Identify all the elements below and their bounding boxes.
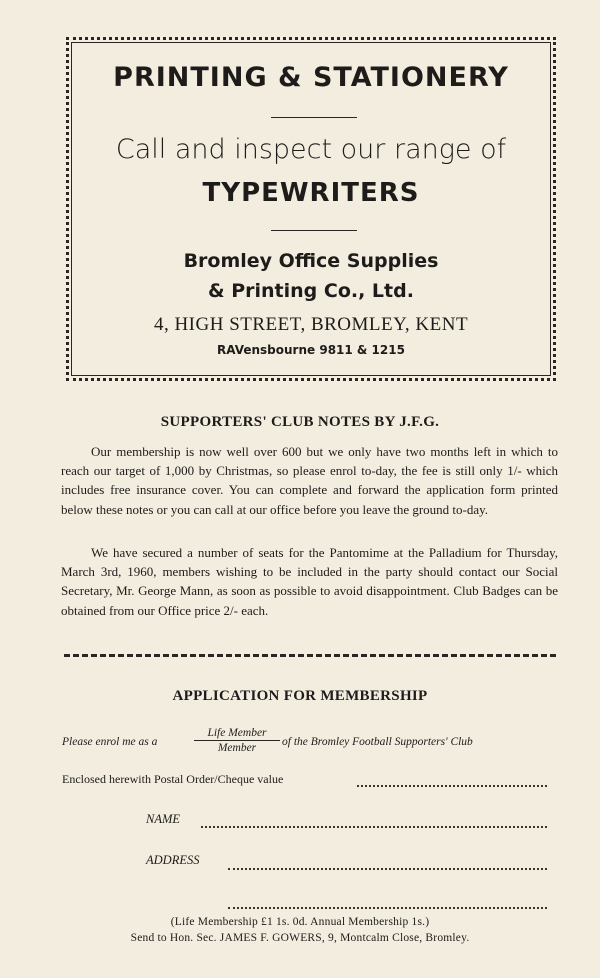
advert-divider — [271, 230, 357, 231]
advert-tagline: Call and inspect our range of — [115, 134, 507, 165]
enrol-prefix: Please enrol me as a — [62, 736, 158, 748]
name-field — [201, 826, 547, 828]
advert-address: 4, HIGH STREET, BROMLEY, KENT — [153, 314, 469, 335]
advert-product: TYPEWRITERS — [202, 178, 420, 208]
postal-order-field — [357, 785, 547, 787]
advert-heading: PRINTING & STATIONERY — [113, 62, 509, 93]
advert-company-name: Bromley Office Supplies — [183, 250, 439, 272]
enrol-suffix: of the Bromley Football Supporters' Club — [282, 736, 473, 748]
postal-order-label: Enclosed herewith Postal Order/Cheque value — [62, 772, 284, 786]
notes-paragraph: Our membership is now well over 600 but we only have two months left in which to reach our target of 1,000 by Christmas, so please enrol to-day, the fee is still only 1/- which includes free insurance cover. You can complete and forward the application form printed below these notes or you can call at our office before you leave the ground to-day. — [61, 444, 558, 517]
fee-note: (Life Membership £1 1s. 0d. Annual Membership 1s.) — [170, 916, 430, 928]
membership-type-choice — [194, 726, 280, 756]
cut-line — [64, 654, 556, 657]
advert-phone: RAVensbourne 9811 & 1215 — [217, 343, 405, 357]
name-label: NAME — [146, 812, 181, 826]
notes-title: SUPPORTERS' CLUB NOTES BY J.F.G. — [160, 414, 440, 430]
send-to-note: Send to Hon. Sec. JAMES F. GOWERS, 9, Montcalm Close, Bromley. — [130, 932, 470, 944]
notes-paragraph: We have secured a number of seats for the Pantomime at the Palladium for Thursday, March 3rd, 1960, members wishing to be included in the party should contact our Social Secretary, Mr. George Mann, as soon as possible to avoid disappointment. Club Badges can be obtained from our Office price 2/- each. — [61, 545, 558, 618]
option-member: Member — [217, 742, 257, 754]
advert-company-name-cont: & Printing Co., Ltd. — [208, 280, 414, 302]
address-label: ADDRESS — [146, 853, 200, 867]
enrol-statement — [62, 726, 562, 760]
advert-box — [66, 37, 556, 381]
address-field-line-2 — [228, 907, 547, 909]
application-title: APPLICATION FOR MEMBERSHIP — [172, 688, 428, 704]
address-field — [228, 868, 547, 870]
advert-divider — [271, 117, 357, 118]
option-life-member: Life Member — [194, 726, 280, 741]
